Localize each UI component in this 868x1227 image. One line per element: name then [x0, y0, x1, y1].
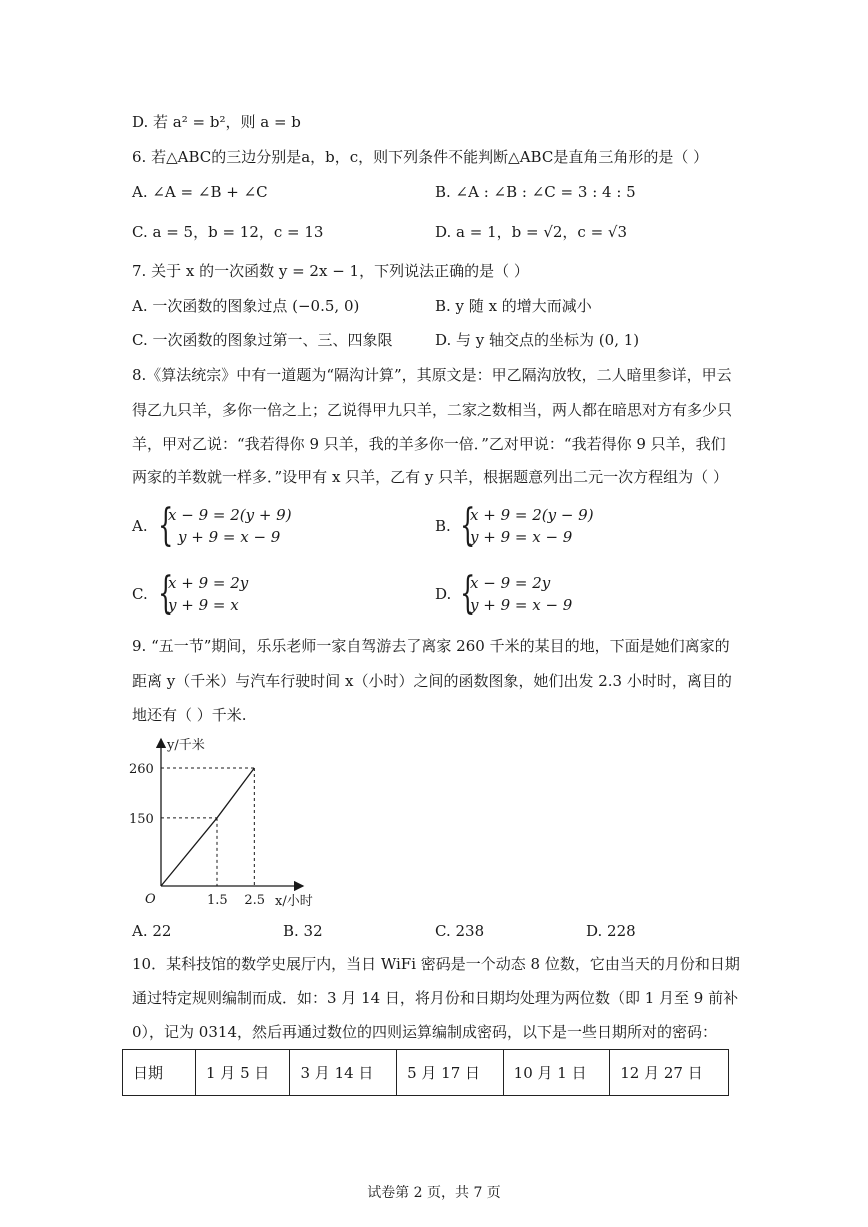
q9-option-d: D. 228: [586, 922, 636, 940]
q8-option-c-eq1: x + 9 = 2y: [168, 574, 249, 592]
q5-option-d: D. 若 a² = b²，则 a = b: [132, 113, 301, 131]
q8-line-1: 8.《算法统宗》中有一道题为“隔沟计算”，其原文是：甲乙隔沟放牧，二人暗里参详，甲云: [132, 366, 732, 384]
q8-option-b-eq2: y + 9 = x − 9: [470, 528, 573, 546]
q7-option-d: D. 与 y 轴交点的坐标为 (0, 1): [435, 331, 640, 349]
q7-option-c: C. 一次函数的图象过第一、三、四象限: [132, 331, 393, 349]
q8-option-d-label: D.: [435, 585, 452, 603]
q8-option-a-eq1: x − 9 = 2(y + 9): [168, 506, 292, 524]
q7-option-b: B. y 随 x 的增大而减小: [435, 297, 592, 315]
q10-line-3: 0），记为 0314，然后再通过数位的四则运算编制成密码，以下是一些日期所对的密码：: [132, 1023, 717, 1041]
q8-option-d-eq1: x − 9 = 2y: [470, 574, 551, 592]
q8-line-3: 羊，甲对乙说：“我若得你 9 只羊，我的羊多你一倍．”乙对甲说：“我若得你 9 只羊，我们: [132, 435, 726, 453]
y-axis-label: y/千米: [167, 738, 205, 753]
q8-option-d-eq2: y + 9 = x − 9: [470, 596, 573, 614]
q9-line-3: 地还有（ ）千米.: [132, 706, 247, 724]
x-axis-label: x/小时: [275, 894, 313, 909]
date-password-table: [122, 1049, 729, 1096]
table-cell: 10 月 1 日: [503, 1050, 610, 1096]
q8-line-2: 得乙九只羊，多你一倍之上；乙说得甲九只羊，二家之数相当，两人都在暗思对方有多少只: [132, 401, 733, 419]
q8-option-b-eq1: x + 9 = 2(y − 9): [470, 506, 594, 524]
q10-line-1: 10．某科技馆的数学史展厅内，当日 WiFi 密码是一个动态 8 位数，它由当天的月份和日期: [132, 955, 740, 973]
table-row: [123, 1050, 729, 1096]
q9-option-a: A. 22: [132, 922, 172, 940]
table-cell: 1 月 5 日: [196, 1050, 290, 1096]
brace-icon: {: [460, 500, 476, 551]
q6-option-b: B. ∠A : ∠B : ∠C = 3 : 4 : 5: [435, 183, 636, 201]
q9-option-b: B. 32: [283, 922, 323, 940]
q8-line-4: 两家的羊数就一样多．”设甲有 x 只羊，乙有 y 只羊，根据题意列出二元一次方程组为（ ）: [132, 468, 728, 486]
table-cell: 5 月 17 日: [397, 1050, 504, 1096]
q7-option-a: A. 一次函数的图象过点 (−0.5, 0): [132, 297, 360, 315]
x-tick-label: 1.5: [207, 893, 228, 908]
q6-stem: 6. 若△ABC的三边分别是a，b，c，则下列条件不能判断△ABC是直角三角形的是（ ）: [132, 148, 709, 166]
q9-option-c: C. 238: [435, 922, 485, 940]
q8-option-a-label: A.: [132, 517, 148, 535]
q8-option-b-label: B.: [435, 517, 451, 535]
y-tick-label: 150: [129, 811, 154, 827]
x-tick-label: 2.5: [244, 893, 266, 908]
q10-line-2: 通过特定规则编制而成．如：3 月 14 日，将月份和日期均处理为两位数（即 1 月至 9 前补: [132, 989, 739, 1007]
q8-option-a-eq2: y + 9 = x − 9: [178, 528, 281, 546]
q8-option-c-label: C.: [132, 585, 148, 603]
q8-option-c-eq2: y + 9 = x: [168, 596, 239, 614]
distance-time-graph: [125, 733, 335, 913]
series-line: [161, 768, 254, 886]
q9-line-1: 9. “五一节”期间，乐乐老师一家自驾游去了离家 260 千米的某目的地，下面是她们离家的: [132, 637, 730, 655]
brace-icon: {: [460, 568, 476, 619]
y-tick-label: 260: [129, 762, 154, 777]
brace-icon: {: [158, 500, 174, 551]
table-cell: 3 月 14 日: [290, 1050, 397, 1096]
q6-option-a: A. ∠A = ∠B + ∠C: [132, 183, 268, 201]
q9-line-2: 距离 y（千米）与汽车行驶时间 x（小时）之间的函数图象，她们出发 2.3 小时时，离目的: [132, 672, 732, 690]
q7-stem: 7. 关于 x 的一次函数 y = 2x − 1，下列说法正确的是（ ）: [132, 262, 529, 280]
table-cell: 12 月 27 日: [610, 1050, 729, 1096]
brace-icon: {: [158, 568, 174, 619]
page-footer: 试卷第 2 页，共 7 页: [367, 1185, 501, 1201]
origin-label: O: [145, 892, 156, 907]
q6-option-d: D. a = 1，b = √2，c = √3: [435, 223, 628, 241]
q6-option-c: C. a = 5，b = 12，c = 13: [132, 223, 324, 241]
table-header-cell: 日期: [123, 1050, 196, 1096]
